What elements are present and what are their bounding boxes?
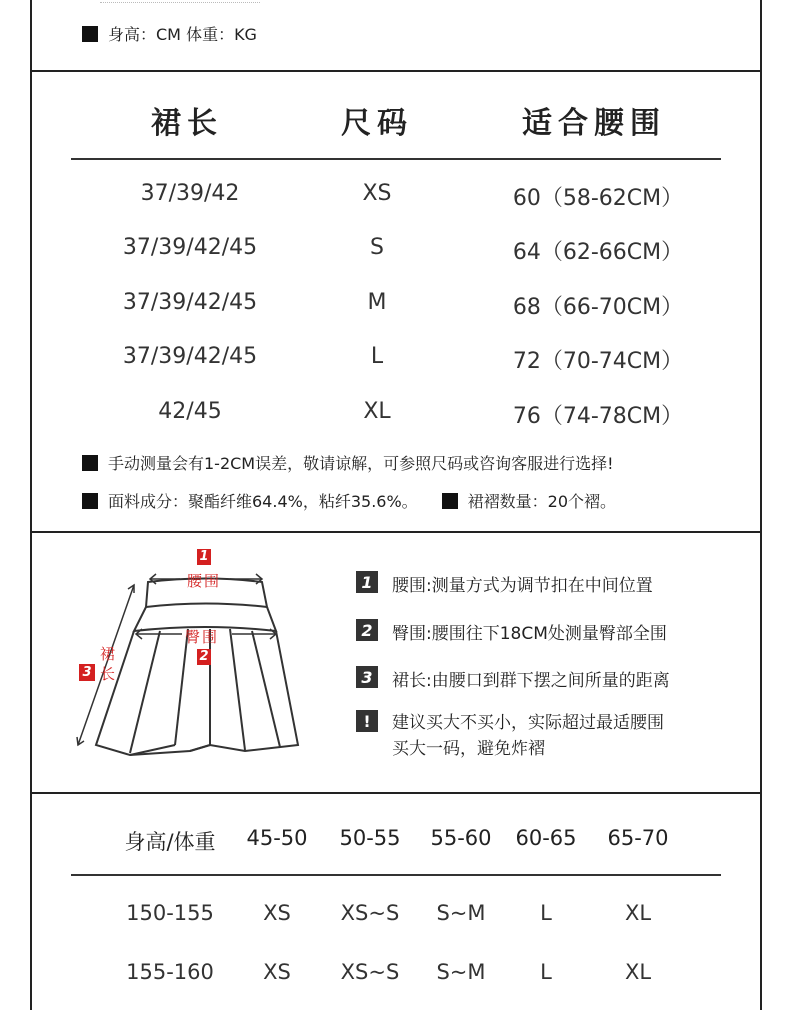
cell-size: XL	[624, 960, 652, 984]
header-size: 尺码	[341, 106, 413, 141]
length-label-2: 长	[100, 665, 116, 683]
cell-height: 150-155	[126, 901, 214, 925]
divider	[30, 531, 760, 533]
cell-size: XS	[263, 960, 291, 984]
top-note: 身高：CM 体重：KG	[82, 22, 257, 45]
cell-height: 155-160	[126, 960, 214, 984]
cell-size: S~M	[436, 960, 486, 984]
cell-length: 42/45	[158, 399, 222, 424]
header-weight-col: 65-70	[607, 826, 669, 850]
cell-size: L	[370, 344, 384, 369]
bullet-square-icon	[82, 26, 98, 42]
hip-label: 臀围	[185, 628, 220, 646]
cropped-line	[100, 0, 260, 3]
divider	[30, 792, 760, 794]
header-skirt-length: 裙长	[151, 106, 223, 141]
cell-size: XS	[263, 901, 291, 925]
cell-waist: 76（74-78CM）	[512, 404, 684, 429]
cell-size: XS~S	[340, 960, 400, 984]
marker-3-badge: 3	[79, 664, 95, 681]
measure-note-hip: 2 臀围:腰围往下18CM处测量臀部全围	[356, 619, 667, 644]
body-table-rule	[71, 874, 721, 876]
cell-waist: 60（58-62CM）	[512, 186, 684, 211]
header-weight-col: 55-60	[430, 826, 492, 850]
length-label-1: 裙	[100, 645, 116, 663]
measure-note-length: 3 裙长:由腰口到群下摆之间所量的距离	[356, 666, 670, 691]
cell-length: 37/39/42	[140, 181, 240, 206]
cell-length: 37/39/42/45	[122, 235, 258, 260]
measure-note-advice: ! 建议买大不买小，实际超过最适腰围 买大一码，避免炸褶	[356, 710, 664, 762]
cell-length: 37/39/42/45	[122, 344, 258, 369]
marker-1-badge: 1	[197, 549, 211, 565]
cell-length: 37/39/42/45	[122, 290, 258, 315]
cell-size: M	[367, 290, 387, 315]
number-1-badge: 1	[356, 571, 378, 593]
cell-size: S~M	[436, 901, 486, 925]
measure-note-waist: 1 腰围:测量方式为调节扣在中间位置	[356, 571, 653, 596]
cell-size: XS	[362, 181, 392, 206]
header-height-weight: 身高/体重	[124, 830, 216, 854]
cell-size: XL	[363, 399, 391, 424]
waist-label: 腰围	[187, 572, 222, 590]
header-weight-col: 60-65	[515, 826, 577, 850]
divider	[30, 70, 760, 72]
header-weight-col: 45-50	[246, 826, 308, 850]
measure-error-note: 手动测量会有1-2CM误差，敬请谅解，可参照尺码或咨询客服进行选择!	[82, 451, 614, 474]
fabric-note: 面料成分：聚酯纤维64.4%，粘纤35.6%。 裙褶数量：20个褶。	[82, 489, 616, 512]
cell-size: XL	[624, 901, 652, 925]
number-3-badge: 3	[356, 666, 378, 688]
number-2-badge: 2	[356, 619, 378, 641]
marker-2-badge: 2	[197, 649, 211, 665]
exclamation-icon: !	[356, 710, 378, 732]
header-weight-col: 50-55	[339, 826, 401, 850]
cell-waist: 68（66-70CM）	[512, 295, 684, 320]
cell-size: XS~S	[340, 901, 400, 925]
header-waist: 适合腰围	[522, 106, 666, 141]
bullet-square-icon	[82, 493, 98, 509]
cell-waist: 64（62-66CM）	[512, 240, 684, 265]
cell-size: L	[540, 960, 552, 984]
cell-size: S	[370, 235, 384, 260]
bullet-square-icon	[442, 493, 458, 509]
bullet-square-icon	[82, 455, 98, 471]
table-header-rule	[71, 158, 721, 160]
cell-waist: 72（70-74CM）	[512, 349, 684, 374]
cell-size: L	[540, 901, 552, 925]
